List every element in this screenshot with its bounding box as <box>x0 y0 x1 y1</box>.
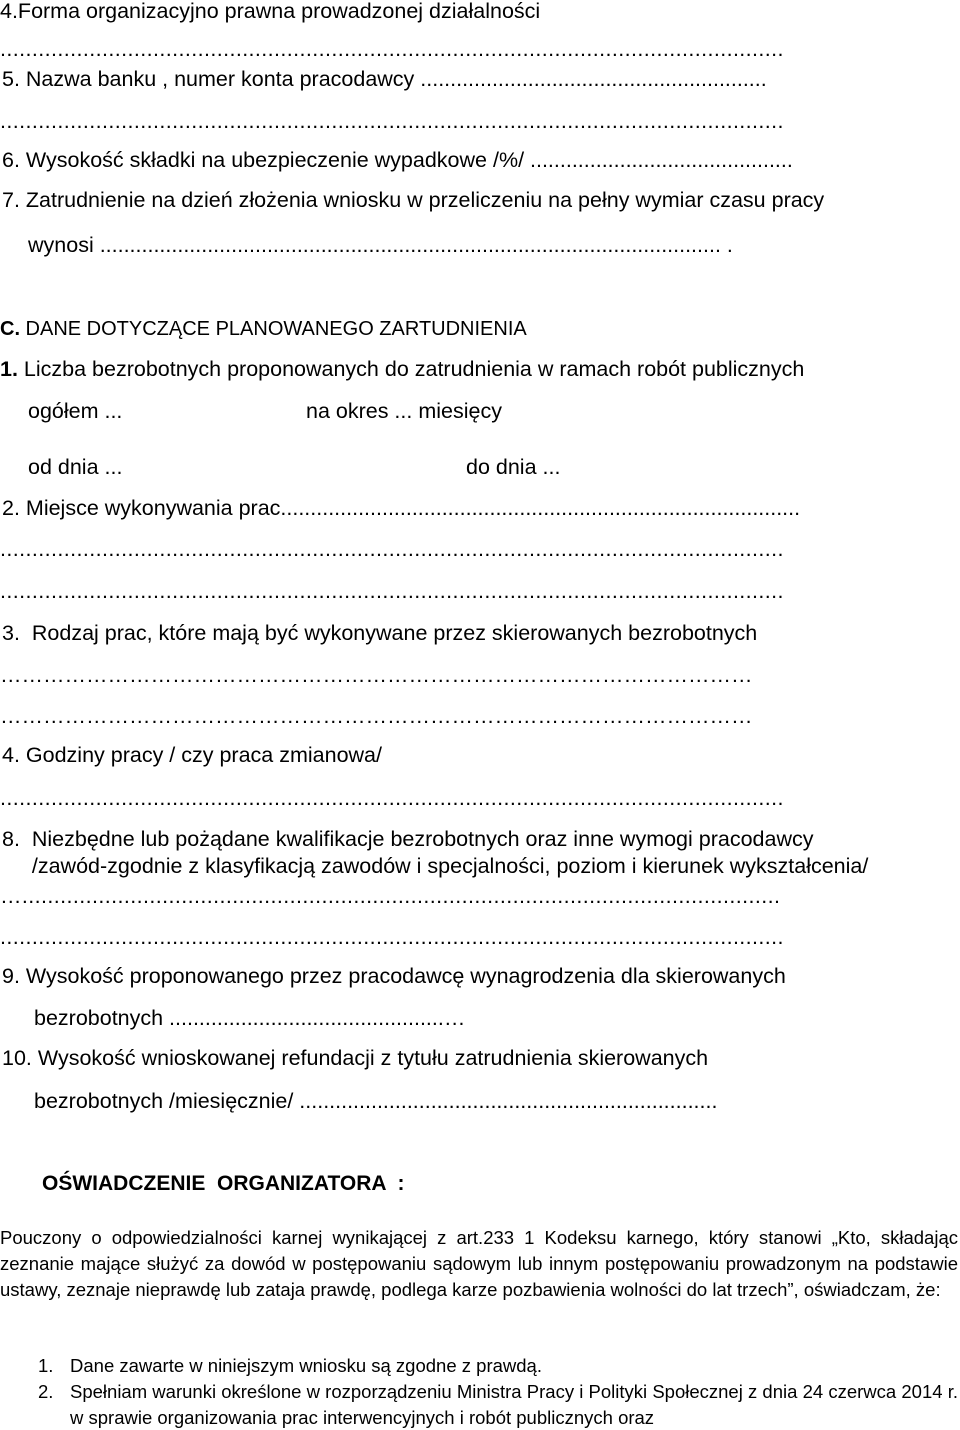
statement-list-item-text: Dane zawarte w niniejszym wniosku są zgodne z prawdą. <box>70 1355 542 1376</box>
form-line-c4-blank: ........................................................................................................................... <box>0 786 784 810</box>
form-line-4: 4.Forma organizacyjno prawna prowadzonej działalności <box>0 0 541 23</box>
form-line-c3: 3. Rodzaj prac, które mają być wykonywane przez skierowanych bezrobotnych <box>2 621 758 645</box>
form-line-5-blank: ........................................................................................................................... <box>0 109 784 133</box>
form-line-c8: 8. Niezbędne lub pożądane kwalifikacje bezrobotnych oraz inne wymogi pracodawcy <box>2 827 814 851</box>
form-line-c1-to: do dnia ... <box>466 455 561 479</box>
form-line-c4: 4. Godziny pracy / czy praca zmianowa/ <box>2 743 382 767</box>
form-line-c10: 10. Wysokość wnioskowanej refundacji z tytułu zatrudnienia skierowanych <box>2 1046 709 1070</box>
form-line-c10-cont: bezrobotnych /miesięcznie/ ...................................................................... <box>34 1089 718 1113</box>
form-line-c3-blank-2: …………………………………………………………………………………………… <box>0 704 753 728</box>
form-line-c2: 2. Miejsce wykonywania prac....................................................................................... <box>2 496 801 520</box>
section-c-number: C. <box>0 318 20 340</box>
item-1-number: 1. <box>0 357 18 381</box>
statement-list-item <box>38 1353 958 1379</box>
form-line-c2-blank-1: ........................................................................................................................... <box>0 537 784 561</box>
form-line-7: 7. Zatrudnienie na dzień złożenia wniosku w przeliczeniu na pełny wymiar czasu pracy <box>2 188 825 212</box>
form-line-c1 <box>0 356 804 382</box>
form-line-c9-cont: bezrobotnych ..............................................… <box>34 1006 472 1030</box>
form-line-6: 6. Wysokość składki na ubezpieczenie wypadkowe /%/ ............................................ <box>2 148 793 172</box>
statement-paragraph: Pouczony o odpowiedzialności karnej wynikającej z art.233 1 Kodeksu karnego, który stanowi „Kto, składając zeznanie mające służyć za dowód w postępowaniu sądowym lub innym postępowaniu prowadzonym na podstawie ustawy, zeznaje nieprawdę lub zataja prawdę, podlega karze pozbawienia wolności do lat trzech”, oświadczam, że: <box>0 1227 958 1300</box>
form-line-c8-blank-1: …....................................................................................................................... <box>0 884 781 908</box>
form-line-c8-cont: /zawód-zgodnie z klasyfikacją zawodów i specjalności, poziom i kierunek wykształcenia/ <box>2 854 869 878</box>
form-line-c9: 9. Wysokość proponowanego przez pracodawcę wynagrodzenia dla skierowanych <box>2 964 786 988</box>
statement-list <box>38 1353 958 1430</box>
form-line-c1-period: na okres ... miesięcy <box>306 399 502 423</box>
form-line-7-cont: wynosi ........................................................................................................ . <box>28 233 733 257</box>
form-line-4-blank: ........................................................................................................................... <box>0 37 784 61</box>
statement-list-item-text: Spełniam warunki określone w rozporządzeniu Ministra Pracy i Polityki Społecznej z dnia 24 czerwca 2014 r. w sprawie organizowania prac interwencyjnych i robót publicznych oraz <box>70 1380 958 1428</box>
form-line-c1-total: ogółem ... <box>28 399 123 423</box>
statement-title: OŚWIADCZENIE ORGANIZATORA : <box>42 1172 405 1195</box>
form-line-c1-from: od dnia ... <box>28 455 123 479</box>
form-line-c2-blank-2: ........................................................................................................................... <box>0 579 784 603</box>
form-line-c8-blank-2: ........................................................................................................................... <box>0 925 784 949</box>
statement-list-item-number: 2. <box>38 1380 54 1402</box>
statement-list-item <box>38 1379 958 1430</box>
statement-list-item-number: 1. <box>38 1355 54 1376</box>
section-c-heading <box>0 316 527 342</box>
section-c-title: DANE DOTYCZĄCE PLANOWANEGO ZARTUDNIENIA <box>20 318 527 340</box>
form-line-c3-blank-1: …………………………………………………………………………………………… <box>0 663 753 687</box>
item-1-text: Liczba bezrobotnych proponowanych do zatrudnienia w ramach robót publicznych <box>17 357 805 381</box>
form-line-5: 5. Nazwa banku , numer konta pracodawcy .......................................................... <box>2 67 767 91</box>
